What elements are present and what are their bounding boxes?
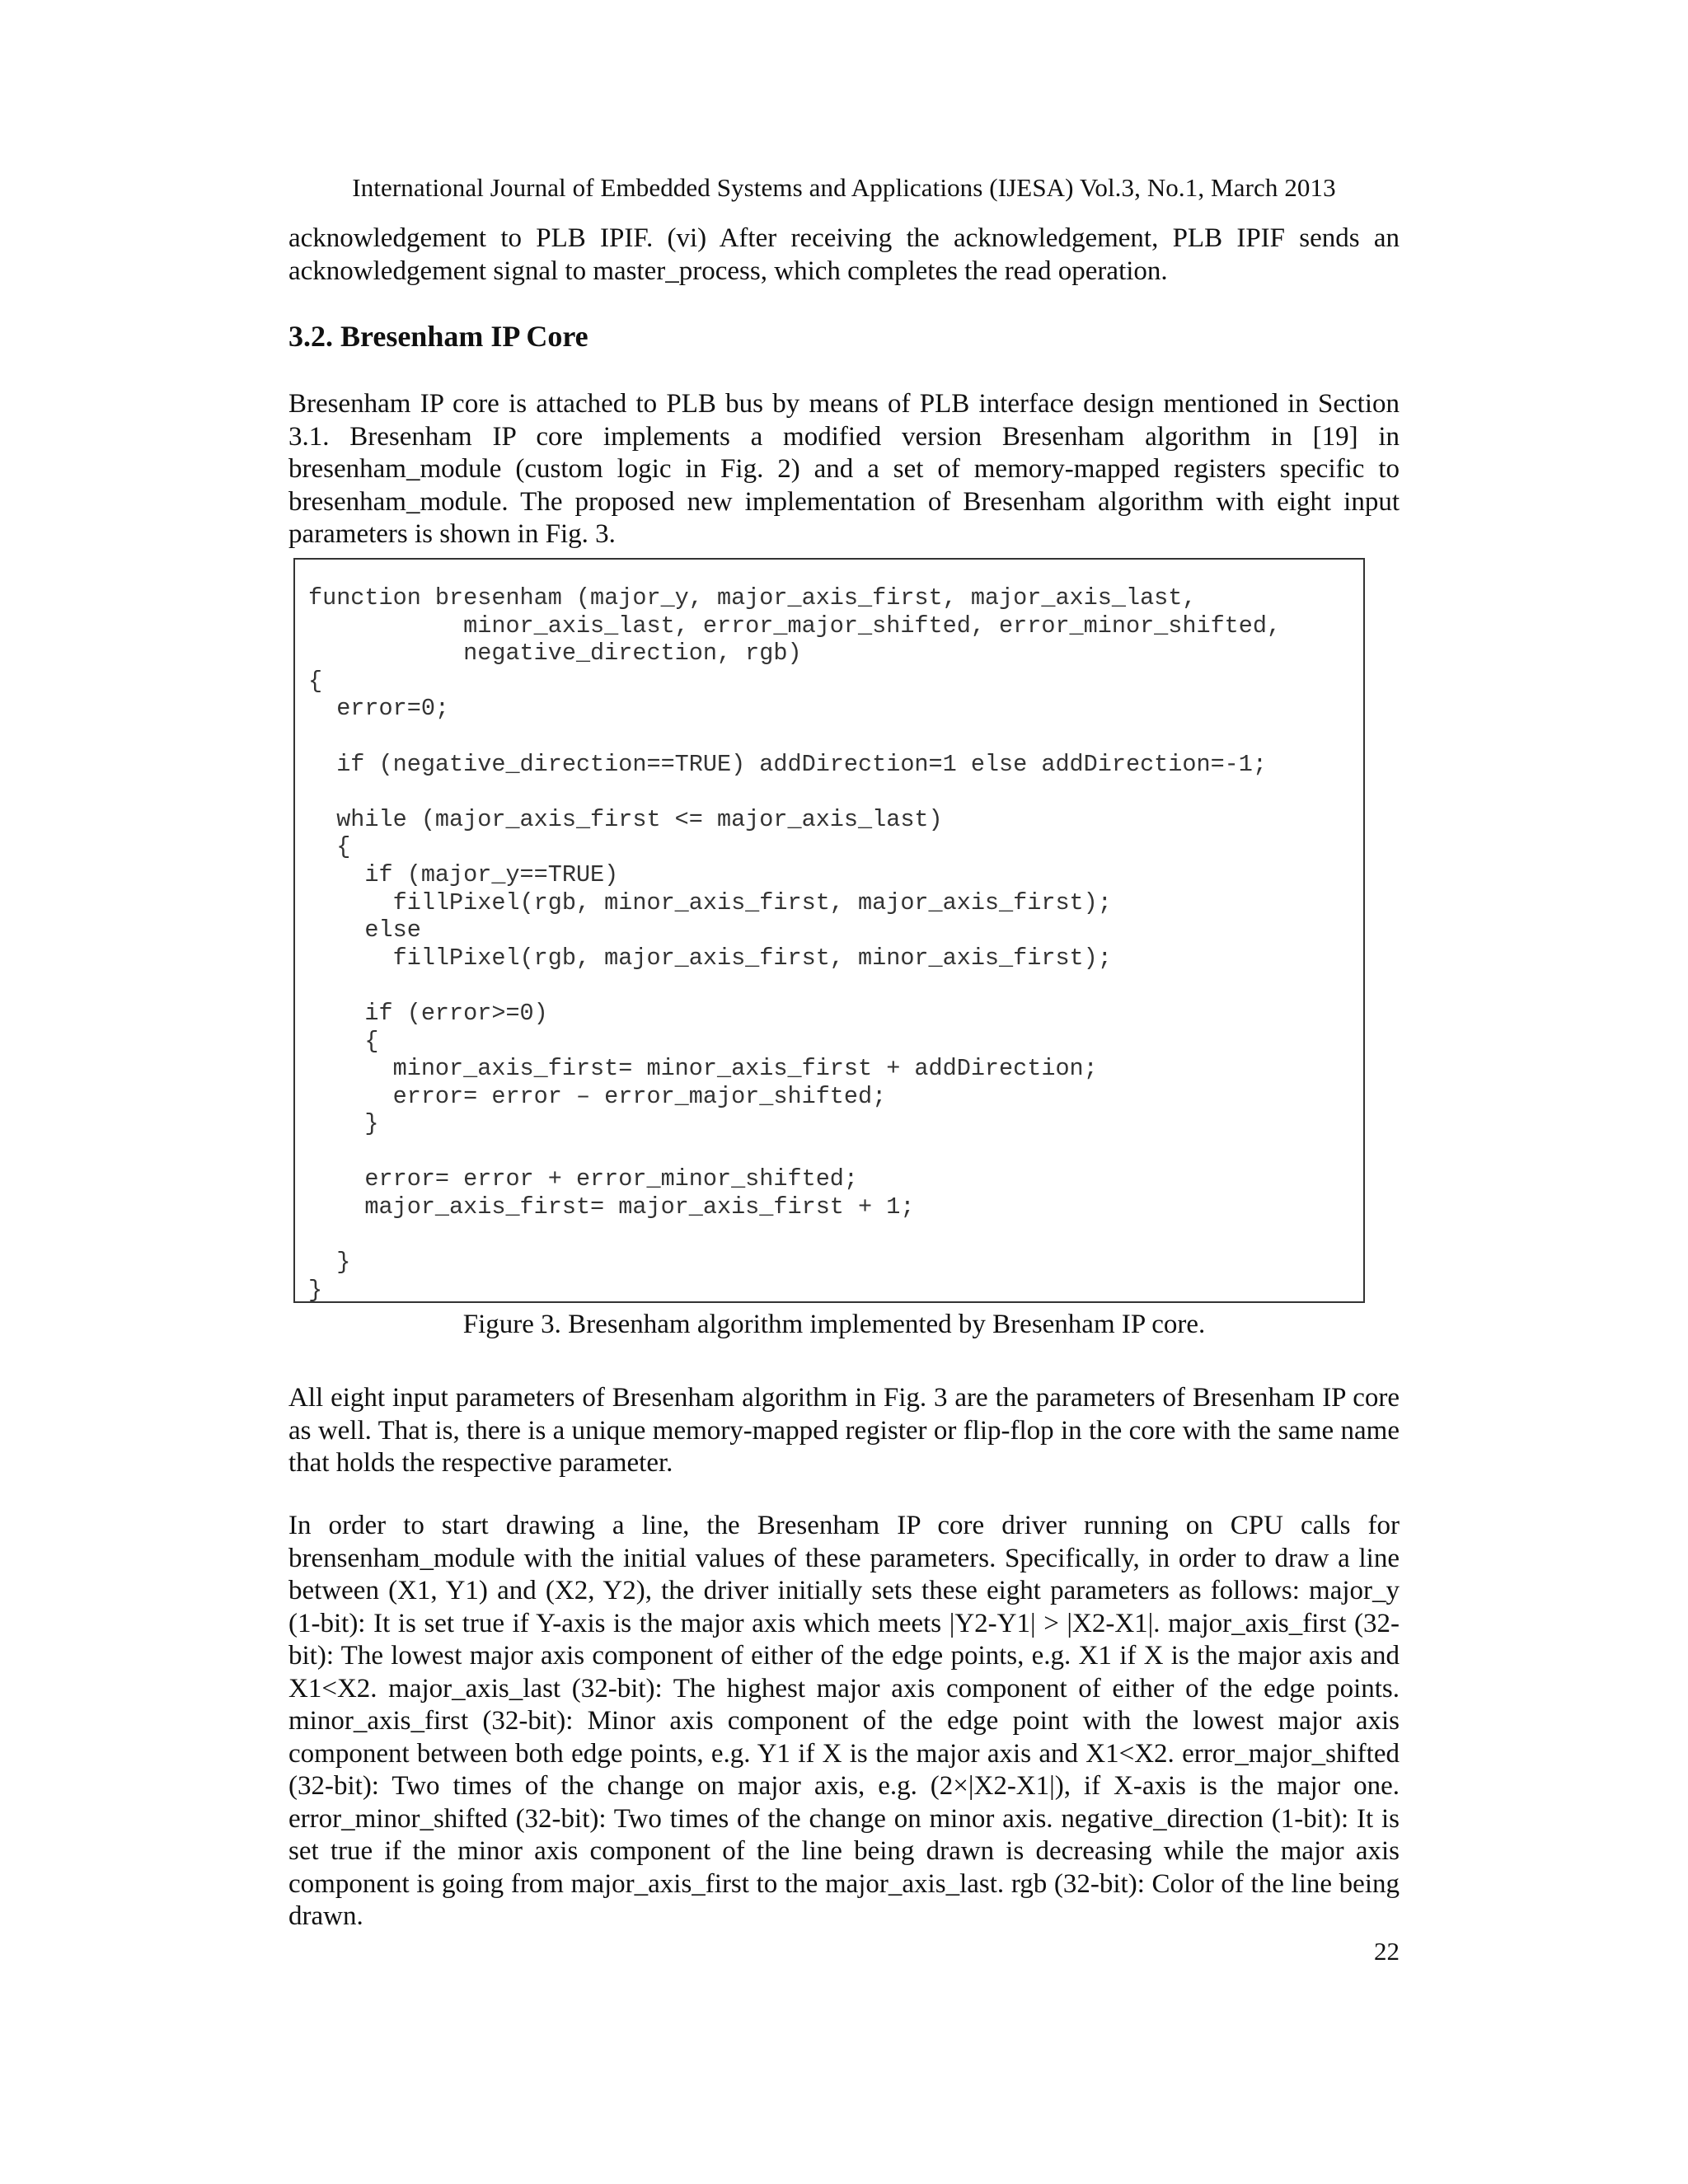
running-header: International Journal of Embedded Systems and Applications (IJESA) Vol.3, No.1, March 2013 xyxy=(352,173,1336,202)
section-heading: 3.2. Bresenham IP Core xyxy=(288,320,588,353)
paragraph-driver: In order to start drawing a line, the Bresenham IP core driver running on CPU calls for brensenham_module with the initial values of these parameters. Specifically, in order to draw a line between (X1, Y1) and (X2, Y2), the driver initially sets these eight parameters as follows: major_y (1-bit): It is set true if Y-axis is the major axis which meets |Y2-Y1| > |X2-X1|. major_axis_first (32-bit): The lowest major axis component of either of the edge points, e.g. X1 if X is the major axis and X1<X2. major_axis_last (32-bit): The highest major axis component of either of the edge points. minor_axis_first (32-bit): Minor axis component of the edge point with the lowest major axis component between both edge points, e.g. Y1 if X is the major axis and X1<X2. error_major_shifted (32-bit): Two times of the change on major axis, e.g. (2×|X2-X1|), if X-axis is the major one. error_minor_shifted (32-bit): Two times of the change on minor axis. negative_direction (1-bit): It is set true if the minor axis component of the line being drawn is decreasing while the major axis component is going from major_axis_first to the major_axis_last. rgb (32-bit): Color of the line being drawn. xyxy=(288,1511,1400,1931)
paragraph-parameters: All eight input parameters of Bresenham algorithm in Fig. 3 are the parameters of Bresenham IP core as well. That is, there is a unique memory-mapped register or flip-flop in the core with the same name that holds the respective parameter. xyxy=(288,1383,1400,1478)
paragraph-continuation: acknowledgement to PLB IPIF. (vi) After receiving the acknowledgement, PLB IPIF sends an acknowledgement signal to master_process, which completes the read operation. xyxy=(288,223,1400,286)
code-listing: function bresenham (major_y, major_axis_first, major_axis_last, minor_axis_last, error_major_shifted, error_minor_shifted, negative_direction, rgb) { error=0; if (negative_direction==TRUE) addDirection=1 else addDirection=-1; while (major_axis_first <= major_axis_last) { if (major_y==TRUE) fillPixel(rgb, minor_axis_first, major_axis_first); else fillPixel(rgb, major_axis_first, minor_axis_first); if (error>=0) { minor_axis_first= minor_axis_first + addDirection; error= error – error_major_shifted; } error= error + error_minor_shifted; major_axis_first= major_axis_first + 1; } } xyxy=(308,584,1282,1304)
paragraph-intro: Bresenham IP core is attached to PLB bus by means of PLB interface design mentioned in Section 3.1. Bresenham IP core implements a modified version Bresenham algorithm in [19] in bresenham_module (custom logic in Fig. 2) and a set of memory-mapped registers specific to bresenham_module. The proposed new implementation of Bresenham algorithm with eight input parameters is shown in Fig. 3. xyxy=(288,389,1400,549)
page-number: 22 xyxy=(1374,1937,1400,1966)
code-listing-figure xyxy=(293,558,1365,1303)
figure-caption: Figure 3. Bresenham algorithm implemented by Bresenham IP core. xyxy=(462,1310,1206,1339)
